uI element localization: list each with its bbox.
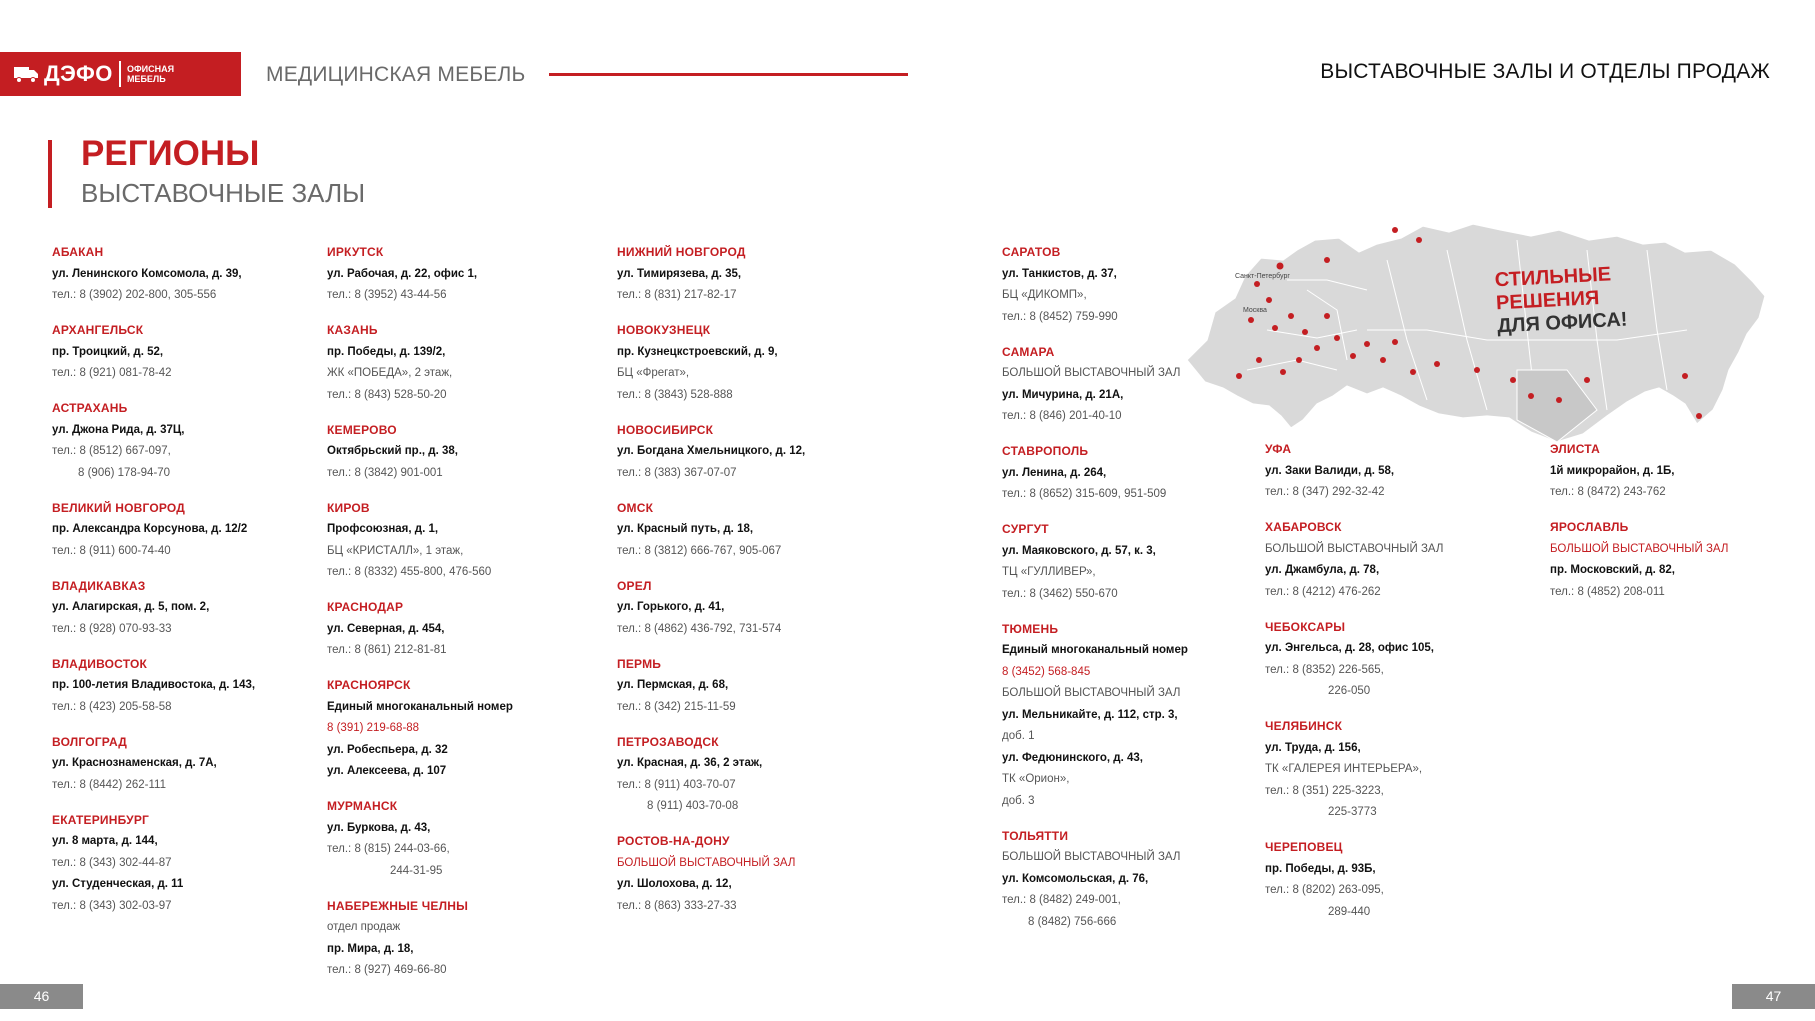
address: ул. Труда, д. 156, bbox=[1265, 741, 1361, 754]
phone: тел.: 8 (8452) 759-990 bbox=[1002, 310, 1118, 323]
brand-logo bbox=[0, 52, 241, 96]
phone: тел.: 8 (8442) 262-111 bbox=[52, 778, 166, 791]
phone: тел.: 8 (928) 070-93-33 bbox=[52, 622, 172, 635]
phone-extra: 8 (8482) 756-666 bbox=[1028, 915, 1117, 928]
phone: тел.: 8 (4212) 476-262 bbox=[1265, 585, 1381, 598]
city-entry-togliatti bbox=[1002, 826, 1188, 934]
address: ул. Робеспьера, д. 32 bbox=[327, 743, 448, 756]
city-name: САМАРА bbox=[1002, 344, 1055, 359]
address: ул. Красный путь, д. 18, bbox=[617, 523, 754, 535]
city-name: ОМСК bbox=[617, 500, 654, 515]
multichannel-label: Единый многоканальный номер bbox=[327, 700, 513, 713]
city-name: НОВОСИБИРСК bbox=[617, 422, 714, 437]
address-note: БЦ «ДИКОМП», bbox=[1002, 289, 1087, 301]
phone: тел.: 8 (911) 403-70-07 bbox=[617, 778, 736, 791]
city-entry-ekaterinburg bbox=[52, 810, 255, 918]
phone: тел.: 8 (3842) 901-001 bbox=[327, 466, 443, 479]
map-landmass bbox=[1187, 224, 1765, 442]
column-4 bbox=[1002, 242, 1188, 947]
phone-extra: тел.: 8 (343) 302-03-97 bbox=[52, 899, 172, 912]
address: ул. 8 марта, д. 144, bbox=[52, 835, 158, 847]
logo-subtitle: ОФИСНАЯ МЕБЕЛЬ bbox=[126, 64, 175, 84]
city-entry-murmansk bbox=[327, 796, 513, 882]
city-entry-stavropol bbox=[1002, 441, 1188, 506]
phone: тел.: 8 (343) 302-44-87 bbox=[52, 856, 172, 869]
city-entry-volgograd bbox=[52, 732, 255, 797]
phone-extra: 8 (911) 403-70-08 bbox=[647, 800, 739, 812]
city-entry-yaroslavl bbox=[1550, 517, 1728, 603]
address: ул. Богдана Хмельницкого, д. 12, bbox=[617, 445, 806, 457]
city-entry-omsk bbox=[617, 498, 805, 563]
phone: тел.: 8 (815) 244-03-66, bbox=[327, 843, 450, 855]
logo-name: ДЭФО bbox=[44, 61, 113, 86]
city-entry-surgut bbox=[1002, 519, 1188, 605]
phone: тел.: 8 (8202) 263-095, bbox=[1265, 884, 1384, 896]
city-name: ТЮМЕНЬ bbox=[1002, 621, 1059, 636]
phone: тел.: 8 (383) 367-07-07 bbox=[617, 466, 737, 479]
city-entry-krasnoyarsk bbox=[327, 675, 513, 783]
phone: тел.: 8 (3952) 43-44-56 bbox=[327, 289, 447, 301]
truck-icon bbox=[14, 65, 38, 83]
city-name: ОРЕЛ bbox=[617, 578, 652, 593]
column-2 bbox=[327, 242, 513, 995]
phone: тел.: 8 (843) 528-50-20 bbox=[327, 388, 447, 401]
city-entry-chelyabinsk bbox=[1265, 716, 1443, 824]
city-entry-veliky-novgorod bbox=[52, 498, 255, 563]
city-name: НОВОКУЗНЕЦК bbox=[617, 323, 711, 337]
phone-extra: 8 (906) 178-94-70 bbox=[78, 466, 171, 479]
city-name: ЧЕЛЯБИНСК bbox=[1265, 719, 1343, 733]
city-name: МУРМАНСК bbox=[327, 799, 398, 813]
slogan bbox=[1494, 263, 1628, 339]
phone: тел.: 8 (342) 215-11-59 bbox=[617, 700, 736, 713]
phone: тел.: 8 (846) 201-40-10 bbox=[1002, 410, 1122, 422]
city-entry-orel bbox=[617, 576, 805, 641]
address: пр. Мира, д. 18, bbox=[327, 942, 414, 955]
city-name: САРАТОВ bbox=[1002, 245, 1061, 259]
address: ул. Пермская, д. 68, bbox=[617, 679, 729, 691]
city-name: НАБЕРЕЖНЫЕ ЧЕЛНЫ bbox=[327, 898, 469, 913]
address: ул. Алагирская, д. 5, пом. 2, bbox=[52, 601, 210, 613]
city-name: ЕКАТЕРИНБУРГ bbox=[52, 812, 150, 827]
city-entry-astrakhan bbox=[52, 398, 255, 484]
city-entry-cherepovets bbox=[1265, 837, 1443, 923]
phone: тел.: 8 (861) 212-81-81 bbox=[327, 644, 447, 656]
extension: доб. 1 bbox=[1002, 730, 1035, 742]
city-name: ИРКУТСК bbox=[327, 245, 384, 259]
phone: тел.: 8 (8482) 249-001, bbox=[1002, 894, 1121, 906]
phone: тел.: 8 (3843) 528-888 bbox=[617, 388, 733, 401]
address: ул. Танкистов, д. 37, bbox=[1002, 267, 1117, 280]
city-name: ТОЛЬЯТТИ bbox=[1002, 828, 1069, 843]
showroom-badge: БОЛЬШОЙ ВЫСТАВОЧНЫЙ ЗАЛ bbox=[1265, 542, 1444, 555]
city-entry-tyumen bbox=[1002, 619, 1188, 813]
city-entry-vladivostok bbox=[52, 654, 255, 719]
showroom-badge: БОЛЬШОЙ ВЫСТАВОЧНЫЙ ЗАЛ bbox=[1550, 542, 1729, 555]
phone: тел.: 8 (4862) 436-792, 731-574 bbox=[617, 622, 782, 635]
column-3 bbox=[617, 242, 805, 931]
multichannel-label: Единый многоканальный номер bbox=[1002, 644, 1188, 656]
address-note: ТЦ «ГУЛЛИВЕР», bbox=[1002, 566, 1096, 578]
address-note: ЖК «ПОБЕДА», 2 этаж, bbox=[327, 367, 453, 379]
city-entry-khabarovsk bbox=[1265, 517, 1443, 603]
city-entry-novosibirsk bbox=[617, 420, 805, 485]
address: пр. Троицкий, д. 52, bbox=[52, 345, 164, 358]
address: ул. Энгельса, д. 28, офис 105, bbox=[1265, 642, 1434, 654]
city-name: КРАСНОДАР bbox=[327, 600, 404, 614]
phone: тел.: 8 (8472) 243-762 bbox=[1550, 486, 1666, 498]
city-entry-saratov bbox=[1002, 242, 1188, 328]
city-entry-kemerovo bbox=[327, 420, 513, 485]
address: ул. Джамбула, д. 78, bbox=[1265, 564, 1380, 576]
city-name: ВОЛГОГРАД bbox=[52, 734, 128, 749]
phone-extra: 226-050 bbox=[1328, 685, 1371, 697]
city-entry-petrozavodsk bbox=[617, 732, 805, 818]
city-name: КЕМЕРОВО bbox=[327, 422, 397, 437]
city-name: ВЕЛИКИЙ НОВГОРОД bbox=[52, 500, 186, 515]
address: ул. Горького, д. 41, bbox=[617, 601, 725, 613]
city-name: УФА bbox=[1265, 442, 1292, 456]
city-name: ЭЛИСТА bbox=[1550, 442, 1600, 456]
address: ул. Красная, д. 36, 2 этаж, bbox=[617, 757, 763, 769]
address-extra: ул. Студенческая, д. 11 bbox=[52, 878, 184, 890]
city-name: КИРОВ bbox=[327, 500, 370, 515]
phone: тел.: 8 (351) 225-3223, bbox=[1265, 784, 1384, 797]
address: пр. Московский, д. 82, bbox=[1550, 564, 1675, 576]
address: пр. 100-летия Владивостока, д. 143, bbox=[52, 679, 256, 691]
address: ул. Ленинского Комсомола, д. 39, bbox=[52, 267, 242, 280]
address: ул. Комсомольская, д. 76, bbox=[1002, 872, 1149, 885]
city-name: КРАСНОЯРСК bbox=[327, 678, 411, 692]
logo-divider bbox=[119, 61, 121, 87]
city-entry-vladikavkaz bbox=[52, 576, 255, 641]
address: ул. Мичурина, д. 21А, bbox=[1002, 388, 1124, 401]
address: пр. Победы, д. 93Б, bbox=[1265, 862, 1376, 875]
extension-extra: доб. 3 bbox=[1002, 794, 1035, 807]
phone: тел.: 8 (8352) 226-565, bbox=[1265, 663, 1384, 676]
phone: тел.: 8 (911) 600-74-40 bbox=[52, 544, 171, 557]
phone: тел.: 8 (863) 333-27-33 bbox=[617, 899, 737, 912]
city-entry-krasnodar bbox=[327, 597, 513, 662]
russia-map bbox=[1187, 220, 1767, 452]
page-number-right: 47 bbox=[1732, 984, 1815, 1009]
slogan-line-1: СТИЛЬНЫЕ bbox=[1494, 263, 1612, 292]
city-name: РОСТОВ-НА-ДОНУ bbox=[617, 834, 730, 848]
city-entry-abakan bbox=[52, 242, 255, 307]
showroom-badge: БОЛЬШОЙ ВЫСТАВОЧНЫЙ ЗАЛ bbox=[617, 856, 796, 869]
city-name: КАЗАНЬ bbox=[327, 323, 378, 337]
city-entry-nizhny-novgorod bbox=[617, 242, 805, 307]
city-name: ВЛАДИКАВКАЗ bbox=[52, 578, 146, 593]
city-name: ЧЕРЕПОВЕЦ bbox=[1265, 840, 1343, 854]
city-name: АСТРАХАНЬ bbox=[52, 401, 128, 415]
address-extra: ул. Алексеева, д. 107 bbox=[327, 765, 447, 777]
city-entry-ufa bbox=[1265, 439, 1443, 504]
address: Октябрьский пр., д. 38, bbox=[327, 445, 458, 457]
phone: тел.: 8 (921) 081-78-42 bbox=[52, 367, 172, 379]
map-label-spb: Санкт-Петербург bbox=[1235, 273, 1290, 280]
phone: тел.: 8 (3902) 202-800, 305-556 bbox=[52, 289, 217, 301]
city-name: ВЛАДИВОСТОК bbox=[52, 656, 148, 671]
city-name: ПЕРМЬ bbox=[617, 656, 662, 671]
slogan-line-2: РЕШЕНИЯ bbox=[1495, 287, 1600, 315]
city-entry-arkhangelsk bbox=[52, 320, 255, 385]
address: пр. Александра Корсунова, д. 12/2 bbox=[52, 523, 248, 535]
phone-extra: 225-3773 bbox=[1328, 806, 1377, 818]
address-note: БЦ «КРИСТАЛЛ», 1 этаж, bbox=[327, 544, 464, 557]
phone: тел.: 8 (4852) 208-011 bbox=[1550, 585, 1665, 598]
address: ул. Джона Рида, д. 37Ц, bbox=[52, 423, 185, 436]
slogan-line-3: ДЛЯ ОФИСА! bbox=[1496, 308, 1628, 338]
city-entry-kazan bbox=[327, 320, 513, 406]
header-left-title: МЕДИЦИНСКАЯ МЕБЕЛЬ bbox=[266, 63, 526, 86]
multichannel-phone: 8 (391) 219-68-88 bbox=[327, 722, 420, 734]
address: ул. Буркова, д. 43, bbox=[327, 821, 431, 834]
phone: тел.: 8 (3812) 666-767, 905-067 bbox=[617, 544, 782, 557]
column-5 bbox=[1265, 439, 1443, 937]
column-6 bbox=[1550, 439, 1728, 617]
phone: тел.: 8 (927) 469-66-80 bbox=[327, 964, 447, 976]
city-entry-elista bbox=[1550, 439, 1728, 504]
city-entry-cheboksary bbox=[1265, 617, 1443, 703]
title-accent-bar bbox=[48, 140, 52, 208]
address: ул. Мельникайте, д. 112, стр. 3, bbox=[1002, 708, 1178, 721]
address: ул. Краснознаменская, д. 7А, bbox=[52, 757, 217, 769]
address-note: БЦ «Фрегат», bbox=[617, 367, 690, 379]
address: ул. Заки Валиди, д. 58, bbox=[1265, 464, 1395, 477]
multichannel-phone: 8 (3452) 568-845 bbox=[1002, 665, 1091, 678]
address: пр. Победы, д. 139/2, bbox=[327, 345, 446, 358]
phone: тел.: 8 (8332) 455-800, 476-560 bbox=[327, 566, 492, 578]
header-divider bbox=[549, 73, 908, 76]
phone-extra: 289-440 bbox=[1328, 905, 1371, 918]
showroom-badge: БОЛЬШОЙ ВЫСТАВОЧНЫЙ ЗАЛ bbox=[1002, 367, 1181, 379]
address: ул. Маяковского, д. 57, к. 3, bbox=[1002, 544, 1156, 557]
address: ул. Шолохова, д. 12, bbox=[617, 878, 732, 890]
phone: тел.: 8 (8512) 667-097, bbox=[52, 445, 171, 457]
showroom-badge: БОЛЬШОЙ ВЫСТАВОЧНЫЙ ЗАЛ bbox=[1002, 687, 1181, 699]
section-title: РЕГИОНЫ bbox=[81, 134, 260, 173]
address-note: отдел продаж bbox=[327, 921, 401, 933]
address-extra: ул. Федюнинского, д. 43, bbox=[1002, 751, 1143, 764]
city-entry-kirov bbox=[327, 498, 513, 584]
city-name: АБАКАН bbox=[52, 245, 104, 259]
city-entry-irkutsk bbox=[327, 242, 513, 307]
phone: тел.: 8 (423) 205-58-58 bbox=[52, 700, 172, 713]
address: пр. Кузнецкстроевский, д. 9, bbox=[617, 345, 778, 358]
header-right-title: ВЫСТАВОЧНЫЕ ЗАЛЫ И ОТДЕЛЫ ПРОДАЖ bbox=[1320, 60, 1770, 83]
phone-extra: 244-31-95 bbox=[390, 864, 443, 877]
address: 1й микрорайон, д. 1Б, bbox=[1550, 464, 1675, 477]
phone: тел.: 8 (347) 292-32-42 bbox=[1265, 486, 1385, 498]
phone: тел.: 8 (831) 217-82-17 bbox=[617, 289, 737, 301]
city-name: ЧЕБОКСАРЫ bbox=[1265, 619, 1346, 634]
phone: тел.: 8 (8652) 315-609, 951-509 bbox=[1002, 488, 1167, 500]
address-note: ТК «ГАЛЕРЕЯ ИНТЕРЬЕРА», bbox=[1265, 763, 1423, 775]
city-name: СТАВРОПОЛЬ bbox=[1002, 444, 1089, 458]
section-subtitle: ВЫСТАВОЧНЫЕ ЗАЛЫ bbox=[81, 178, 366, 208]
city-name: НИЖНИЙ НОВГОРОД bbox=[617, 245, 746, 259]
city-name: ЯРОСЛАВЛЬ bbox=[1550, 520, 1629, 534]
city-name: СУРГУТ bbox=[1002, 522, 1049, 536]
showroom-badge: БОЛЬШОЙ ВЫСТАВОЧНЫЙ ЗАЛ bbox=[1002, 851, 1181, 863]
city-entry-rostov-na-donu bbox=[617, 831, 805, 917]
address: ул. Ленина, д. 264, bbox=[1002, 466, 1107, 479]
city-name: АРХАНГЕЛЬСК bbox=[52, 323, 144, 337]
phone: тел.: 8 (3462) 550-670 bbox=[1002, 587, 1118, 600]
city-entry-samara bbox=[1002, 342, 1188, 428]
address: ул. Тимирязева, д. 35, bbox=[617, 267, 742, 280]
address-note: ТК «Орион», bbox=[1002, 773, 1070, 785]
address: ул. Рабочая, д. 22, офис 1, bbox=[327, 267, 478, 280]
city-entry-naberezhnye-chelny bbox=[327, 896, 513, 982]
page-number-left: 46 bbox=[0, 984, 83, 1009]
city-name: ПЕТРОЗАВОДСК bbox=[617, 734, 719, 749]
address: ул. Северная, д. 454, bbox=[327, 622, 445, 635]
city-name: ХАБАРОВСК bbox=[1265, 520, 1342, 534]
map-label-msk: Москва bbox=[1243, 307, 1267, 314]
city-entry-perm bbox=[617, 654, 805, 719]
city-entry-novokuznetsk bbox=[617, 320, 805, 406]
address: Профсоюзная, д. 1, bbox=[327, 523, 439, 535]
column-1 bbox=[52, 242, 255, 931]
